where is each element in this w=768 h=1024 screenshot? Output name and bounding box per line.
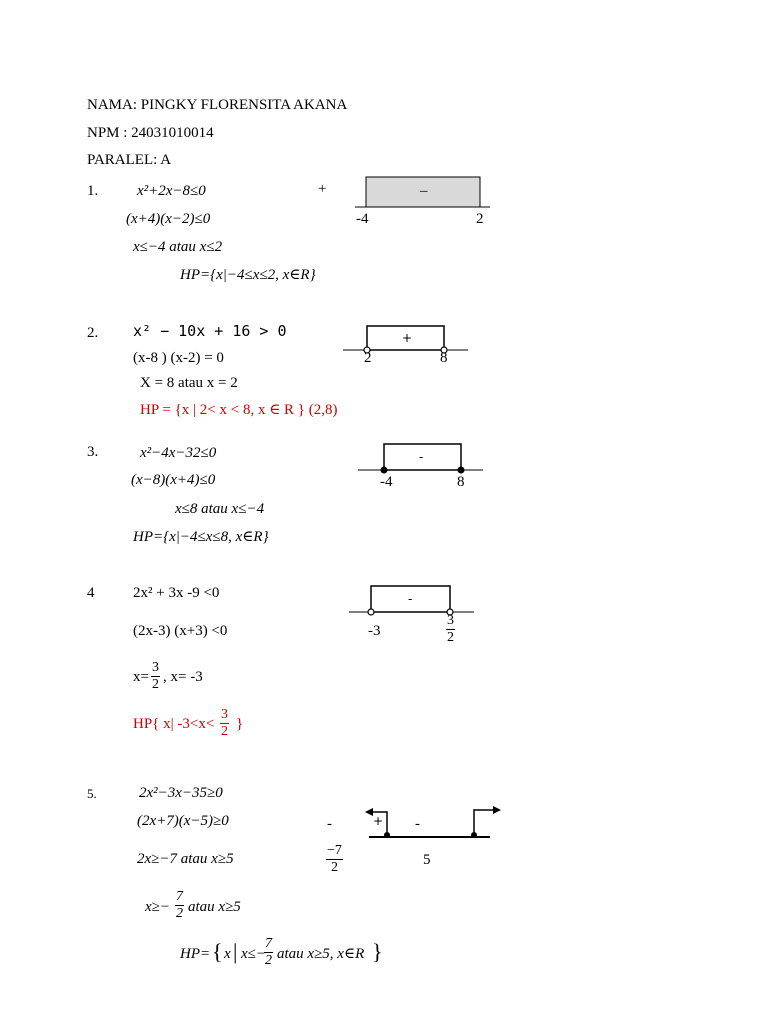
problem-2-box-sign: + [402,331,413,345]
problem-4-solution-prefix: HP{ x| -3<x< [133,716,215,732]
problem-2-equation: x² − 10x + 16 > 0 [133,322,287,340]
problem-2-solution-set: HP = {x | 2< x < 8, x ∈ R } (2,8) [140,402,338,418]
problem-1-label-right: 2 [476,211,484,227]
problem-1-number: 1. [87,183,99,199]
problem-5-solution-prefix: HP= [180,946,211,962]
class-paralel: PARALEL: A [87,152,172,168]
problem-5-brace-right: } [372,939,383,964]
problem-4-roots-fraction: 3 2 [152,660,159,692]
problem-5-left-sign: - [327,816,332,832]
problem-1-label-left: -4 [356,211,369,227]
problem-5-solution-fraction: 7 2 [265,936,272,968]
problem-4-factor: (2x-3) (x+3) <0 [133,623,228,639]
problem-1-equation: x²+2x−8≤0 [137,183,206,199]
problem-3-number: 3. [87,444,99,460]
problem-2-factor: (x-8 ) (x-2) = 0 [133,350,224,366]
student-name: NAMA: PINGKY FLORENSITA AKANA [87,97,348,113]
problem-5-solution-var: x [224,946,231,962]
problem-1-factor: (x+4)(x−2)≤0 [126,211,211,227]
problem-3-roots: x≤8 atau x≤−4 [175,501,265,517]
problem-5-label-left: −7 2 [327,843,342,875]
problem-3-factor: (x−8)(x+4)≤0 [131,472,216,488]
problem-5-step-prefix: x≥− [145,899,171,915]
problem-4-box-sign: - [408,592,413,606]
problem-4-number-line [349,584,479,618]
problem-5-number: 5. [87,786,97,801]
problem-3-label-left: -4 [380,474,393,490]
problem-5-roots: 2x≥−7 atau x≥5 [137,851,234,867]
problem-5-bar: | [233,939,238,964]
problem-3-solution-set: HP={x|−4≤x≤8, x∈R} [133,529,269,545]
problem-5-step-fraction: 7 2 [176,889,183,921]
problem-1-box-sign: – [420,183,428,199]
problem-4-equation: 2x² + 3x -9 <0 [133,585,220,601]
problem-5-equation: 2x²−3x−35≥0 [139,785,223,801]
problem-4-label-right: 3 2 [447,613,454,645]
problem-5-factor: (2x+7)(x−5)≥0 [137,813,229,829]
problem-3-equation: x²−4x−32≤0 [140,445,217,461]
problem-4-solution-fraction: 3 2 [221,707,228,739]
problem-5-solution-cond-prefix: x≤− [241,946,267,962]
problem-4-roots-prefix: x= [133,669,149,685]
problem-2-label-left: 2 [364,350,372,366]
problem-4-solution-suffix: } [236,716,244,732]
problem-1-roots: x≤−4 atau x≤2 [133,239,223,255]
student-npm: NPM : 24031010014 [87,125,214,141]
problem-4-number: 4 [87,585,95,601]
problem-1-solution-set: HP={x|−4≤x≤2, x∈R} [180,267,316,283]
problem-5-solution-cond-suffix: atau x≥5, x∈R [277,946,365,962]
problem-5-step-suffix: atau x≥5 [188,899,241,915]
problem-3-label-right: 8 [457,474,465,490]
problem-3-box-sign: - [419,450,424,464]
problem-2-number: 2. [87,325,99,341]
problem-2-roots: X = 8 atau x = 2 [140,375,238,391]
problem-4-label-left: -3 [368,623,381,639]
problem-5-brace-left: { [212,939,223,964]
problem-5-label-right: 5 [423,852,431,868]
problem-2-label-right: 8 [440,350,448,366]
problem-1-plus-sign: + [318,181,327,197]
problem-5-mid-sign: - [415,816,420,832]
problem-5-inner-sign: + [373,814,384,828]
problem-4-roots-suffix: , x= -3 [163,669,203,685]
